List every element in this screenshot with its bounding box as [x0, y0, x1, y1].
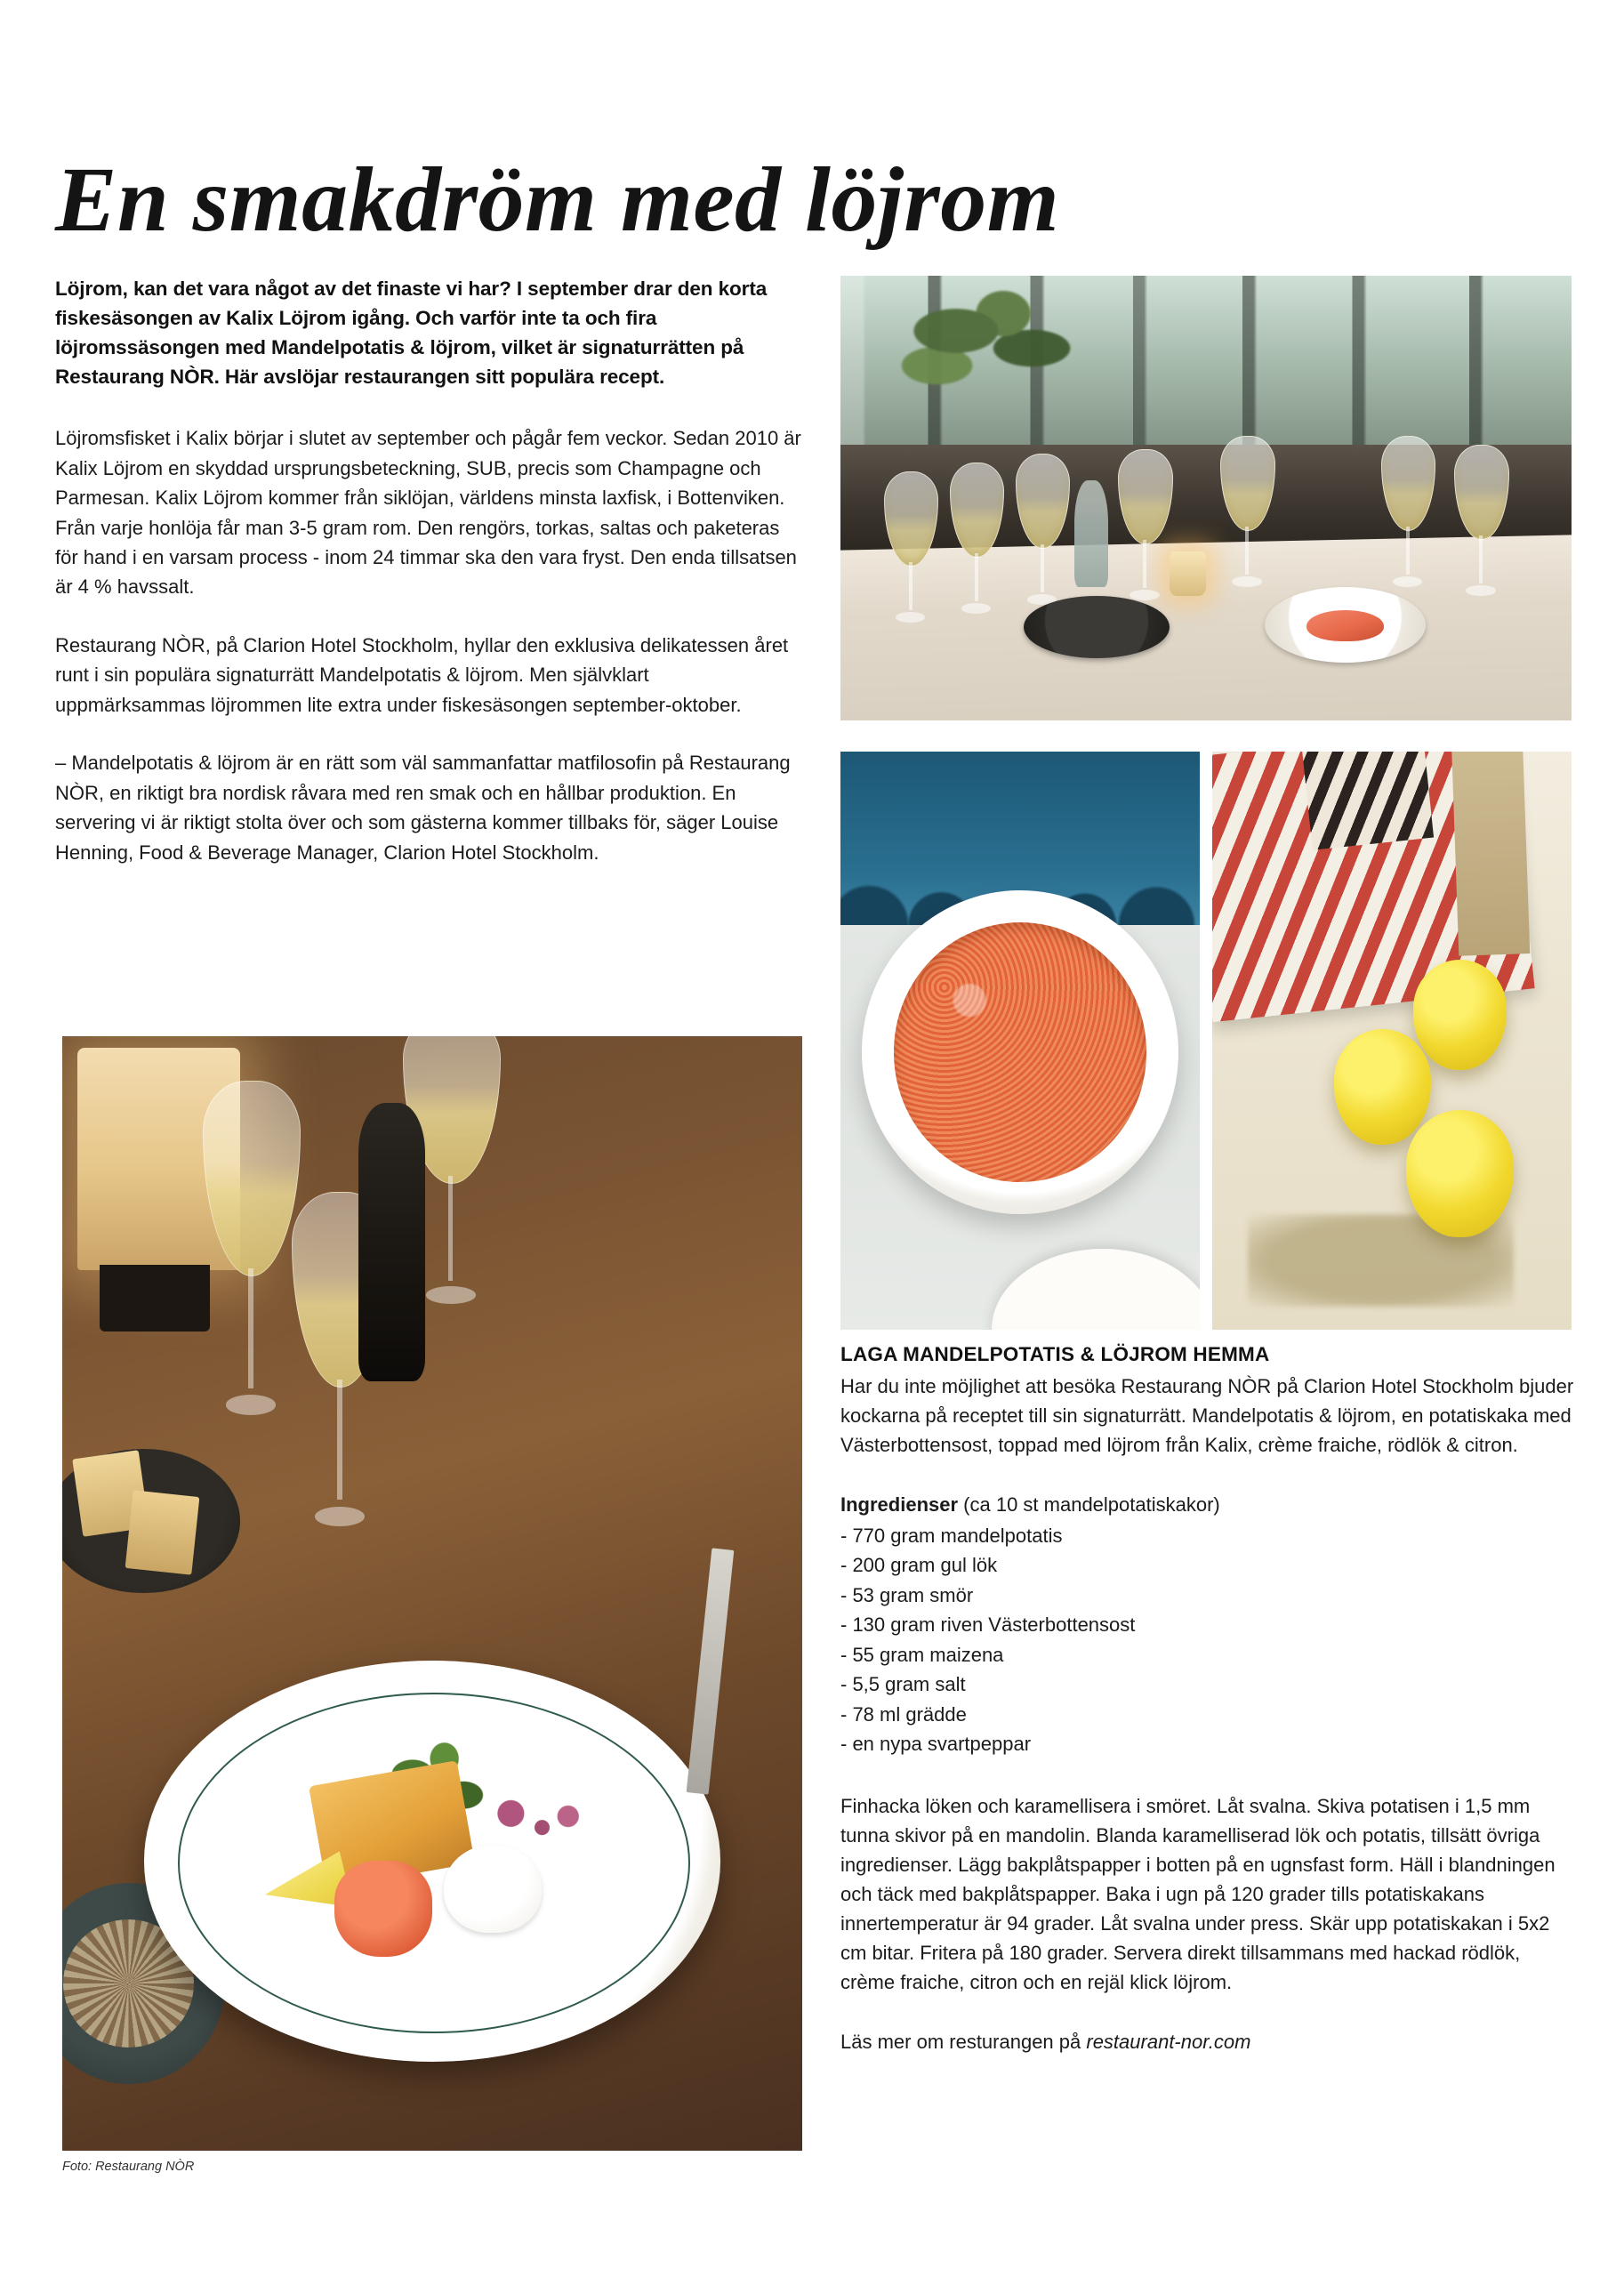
page-title: En smakdröm med löjrom — [55, 148, 1060, 251]
recipe-column — [840, 1343, 1579, 2056]
recipe-heading: LAGA MANDELPOTATIS & LÖJROM HEMMA — [840, 1343, 1270, 1365]
body-paragraph-3: – Mandelpotatis & löjrom är en rätt som väl sammanfattar matfilosofin på Restaurang NÒR, en riktigt bra nordisk råvara med ren smak och en hållbar produktion. En servering vi är riktigt stolta över och som gästerna kommer tillbaks för, säger Louise Henning, Food & Beverage Manager, Clarion Hotel Stockholm. — [55, 752, 791, 864]
list-item: - 130 gram riven Västerbottensost — [840, 1613, 1136, 1637]
lemons-photo — [1212, 752, 1572, 1330]
list-item: - 770 gram mandelpotatis — [840, 1525, 1063, 1547]
lead-paragraph: Löjrom, kan det vara något av det finaste vi har? I september drar den korta fiskesäsongen av Kalix Löjrom igång. Och varför inte ta och fira löjromssäsongen med Mandelpotatis & löjrom, vilket är signaturrätten på Restaurang NÒR. Här avslöjar restaurangen sitt populära recept. — [55, 278, 768, 389]
list-item: - 5,5 gram salt — [840, 1673, 966, 1696]
article-left-column — [55, 274, 802, 896]
list-item: - 55 gram maizena — [840, 1643, 1004, 1666]
recipe-method: Finhacka löken och karamellisera i smöret. Låt svalna. Skiva potatisen i 1,5 mm tunna skivor på en mandolin. Blanda karamelliserad lök och potatis, tillsätt övriga ingredienser. Lägg bakplåtspapper i botten på en ugnsfast form. Häll i blandningen och täck med bakplåtspapper. Baka i ugn på 120 grader tills potatiskakans innertemperatur är 94 grader. Låt svalna under press. Skär upp potatiskakan i 5x2 cm bitar. Fritera på 180 grader. Servera direkt tillsammans med hackad rödlök, crème fraiche, citron och en rejäl klick löjrom. — [840, 1794, 1556, 1993]
body-paragraph-2: Restaurang NÒR, på Clarion Hotel Stockholm, hyllar den exklusiva delikatessen året runt i sin populära signaturrätt Mandelpotatis & löjrom. Men självklart uppmärksammas löjrommen lite extra under fiskesäsongen september-oktober. — [55, 633, 789, 716]
ingredients-label: Ingredienser — [840, 1493, 959, 1516]
list-item: - 200 gram gul lök — [840, 1554, 998, 1577]
signature-dish-photo — [62, 1036, 802, 2151]
list-item: - en nypa svartpeppar — [840, 1733, 1032, 1756]
ingredients-note: (ca 10 st mandelpotatiskakor) — [963, 1493, 1220, 1516]
body-paragraph-1: Löjromsfisket i Kalix börjar i slutet av september och pågår fem veckor. Sedan 2010 är Kalix Löjrom en skyddad ursprungsbeteckning, SUB, precis som Champagne och Parmesan. Kalix Löjrom kommer från siklöjan, världens minsta laxfisk, i Bottenviken. Från varje honlöja får man 3-5 gram rom. Den rengörs, torkas, saltas och paketeras för hand i en varsam process - inom 24 timmar ska den vara fryst. Den enda tillsatsen är 4 % havssalt. — [55, 427, 801, 599]
list-item: - 53 gram smör — [840, 1583, 974, 1606]
recipe-intro: Har du inte möjlighet att besöka Restaurang NÒR på Clarion Hotel Stockholm bjuder kockarna på receptet till sin signaturrätt. Mandelpotatis & löjrom, en potatiskaka med Västerbottensost, toppad med löjrom från Kalix, crème fraiche, rödlök & citron. — [840, 1375, 1574, 1456]
ingredients-list — [840, 1521, 1579, 1759]
roe-bowl-photo — [840, 752, 1200, 1330]
restaurant-table-photo — [840, 276, 1572, 720]
read-more-prefix: Läs mer om resturangen på — [840, 2030, 1087, 2053]
list-item: - 78 ml grädde — [840, 1702, 967, 1726]
photo-caption: Foto: Restaurang NÒR — [62, 2160, 195, 2174]
website-link[interactable]: restaurant-nor.com — [1086, 2030, 1251, 2053]
ingredients-title — [840, 1490, 1579, 1519]
read-more-line — [840, 2027, 1579, 2056]
